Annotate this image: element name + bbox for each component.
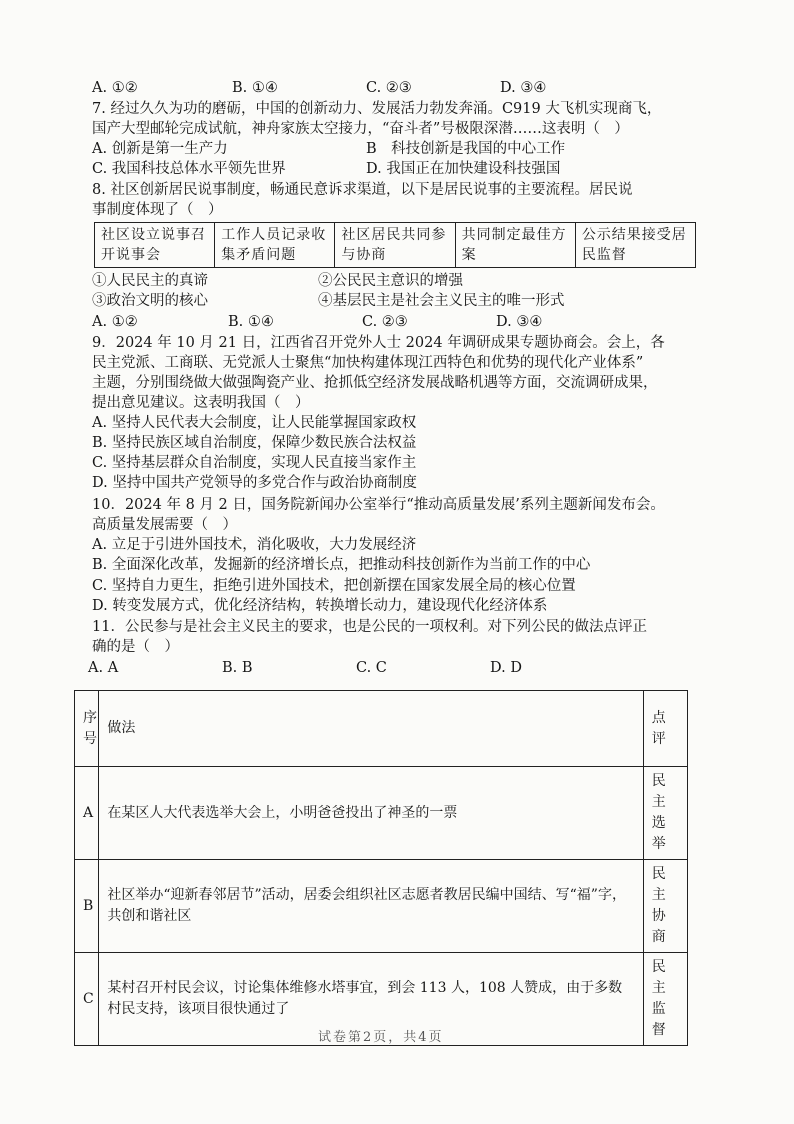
header-comment: 点评: [643, 691, 687, 767]
header-no: 序号: [75, 691, 99, 767]
q8-flowchart: [94, 222, 696, 268]
q8-option-c: C. ②③: [362, 314, 408, 330]
q8-option-a: A. ①②: [92, 314, 138, 330]
q11-option-a: A. A: [88, 660, 119, 676]
table-header-row: [75, 691, 688, 767]
q10-stem-line-2: 高质量发展需要（ ）: [92, 517, 237, 533]
q9-stem-line-1: 9．2024 年 10 月 21 日，江西省召开党外人士 2024 年调研成果专题协商会。会上，各: [92, 335, 665, 351]
q8-item-3: ③政治文明的核心: [92, 293, 208, 309]
q6-option-a: A. ①②: [92, 80, 138, 96]
row-action: 在某区人大代表选举大会上，小明爸爸投出了神圣的一票: [99, 767, 643, 860]
q11-stem-line-1: 11．公民参与是社会主义民主的要求，也是公民的一项权利。对下列公民的做法点评正: [92, 619, 647, 635]
row-comment: 民 主监督: [643, 953, 687, 1046]
q8-option-d: D. ③④: [496, 314, 543, 330]
q9-option-a: A. 坚持人民代表大会制度，让人民能掌握国家政权: [92, 415, 417, 431]
flow-step-3: 社区居民共同参与协商: [335, 223, 455, 267]
flow-step-2: 工作人员记录收集矛盾问题: [215, 223, 335, 267]
q7-stem-line-2: 国产大型邮轮完成试航，神舟家族太空接力，“奋斗者”号极限深潜……这表明（ ）: [92, 121, 629, 137]
q9-stem-line-4: 提出意见建议。这表明我国（ ）: [92, 395, 310, 411]
flow-step-4: 共同制定最佳方案: [456, 223, 576, 267]
q11-option-d: D. D: [490, 660, 522, 676]
q8-stem-line-1: 8. 社区创新居民说事制度，畅通民意诉求渠道，以下是居民说事的主要流程。居民说: [92, 182, 633, 198]
q9-option-b: B. 坚持民族区域自治制度，保障少数民族合法权益: [92, 435, 417, 451]
q8-option-b: B. ①④: [228, 314, 274, 330]
q11-option-c: C. C: [356, 660, 387, 676]
q8-stem-line-2: 事制度体现了（ ）: [92, 202, 223, 218]
flow-step-5: 公示结果接受居民监督: [581, 227, 687, 263]
row-no: B: [75, 860, 99, 953]
row-action: 某村召开村民会议，讨论集体维修水塔事宜，到会 113 人，108 人赞成，由于多数村民支持，该项目很快通过了: [99, 953, 643, 1046]
row-no: C: [75, 953, 99, 1046]
flow-step-1: 社区设立说事召开说事会: [95, 223, 215, 267]
q6-option-c: C. ②③: [366, 80, 412, 96]
row-no: A: [75, 767, 99, 860]
q10-option-c: C. 坚持自力更生，拒绝引进外国技术，把创新摆在国家发展全局的核心位置: [92, 578, 576, 594]
q11-stem-line-2: 确的是（ ）: [92, 639, 179, 655]
q7-stem-line-1: 7. 经过久久为功的磨砺，中国的创新动力、发展活力勃发奔涌。C919 大飞机实现商飞，: [92, 101, 662, 117]
q11-table: [74, 690, 688, 1046]
row-comment: 民 主协商: [643, 860, 687, 953]
q9-stem-line-2: 民主党派、工商联、无党派人士聚焦“加快构建体现江西特色和优势的现代化产业体系”: [92, 355, 644, 371]
q10-option-a: A. 立足于引进外国技术，消化吸收，大力发展经济: [92, 537, 417, 553]
q10-option-b: B. 全面深化改革，发掘新的经济增长点，把推动科技创新作为当前工作的中心: [92, 557, 591, 573]
q10-stem-line-1: 10．2024 年 8 月 2 日，国务院新闻办公室举行“推动高质量发展’系列主题新闻发布会。: [92, 497, 665, 513]
q8-item-2: ②公民民主意识的增强: [318, 273, 463, 289]
q7-option-c: C. 我国科技总体水平领先世界: [92, 161, 286, 177]
q7-option-a: A. 创新是第一生产力: [92, 141, 228, 157]
row-comment: 民 主选举: [643, 767, 687, 860]
table-row: [75, 860, 688, 953]
row-action: 社区举办“迎新春邻居节”活动，居委会组织社区志愿者教居民编中国结、写“福”字，共创和谐社区: [99, 860, 643, 953]
q8-item-1: ①人民民主的真谛: [92, 273, 208, 289]
page-footer: 试卷第2页，共4页: [318, 1030, 444, 1045]
q7-option-b: B 科技创新是我国的中心工作: [366, 141, 566, 157]
q6-option-b: B. ①④: [232, 80, 278, 96]
q11-option-b: B. B: [222, 660, 253, 676]
q9-option-d: D. 坚持中国共产党领导的多党合作与政治协商制度: [92, 475, 417, 491]
q8-item-4: ④基层民主是社会主义民主的唯一形式: [318, 293, 565, 309]
q10-option-d: D. 转变发展方式，优化经济结构，转换增长动力，建设现代化经济体系: [92, 598, 548, 614]
q9-option-c: C. 坚持基层群众自治制度，实现人民直接当家作主: [92, 455, 417, 471]
q7-option-d: D. 我国正在加快建设科技强国: [366, 161, 561, 177]
header-action: 做法: [99, 691, 643, 767]
q6-option-d: D. ③④: [500, 80, 547, 96]
q9-stem-line-3: 主题，分别围绕做大做强陶瓷产业、抢抓低空经济发展战略机遇等方面，交流调研成果，: [92, 375, 658, 391]
table-row: [75, 767, 688, 860]
